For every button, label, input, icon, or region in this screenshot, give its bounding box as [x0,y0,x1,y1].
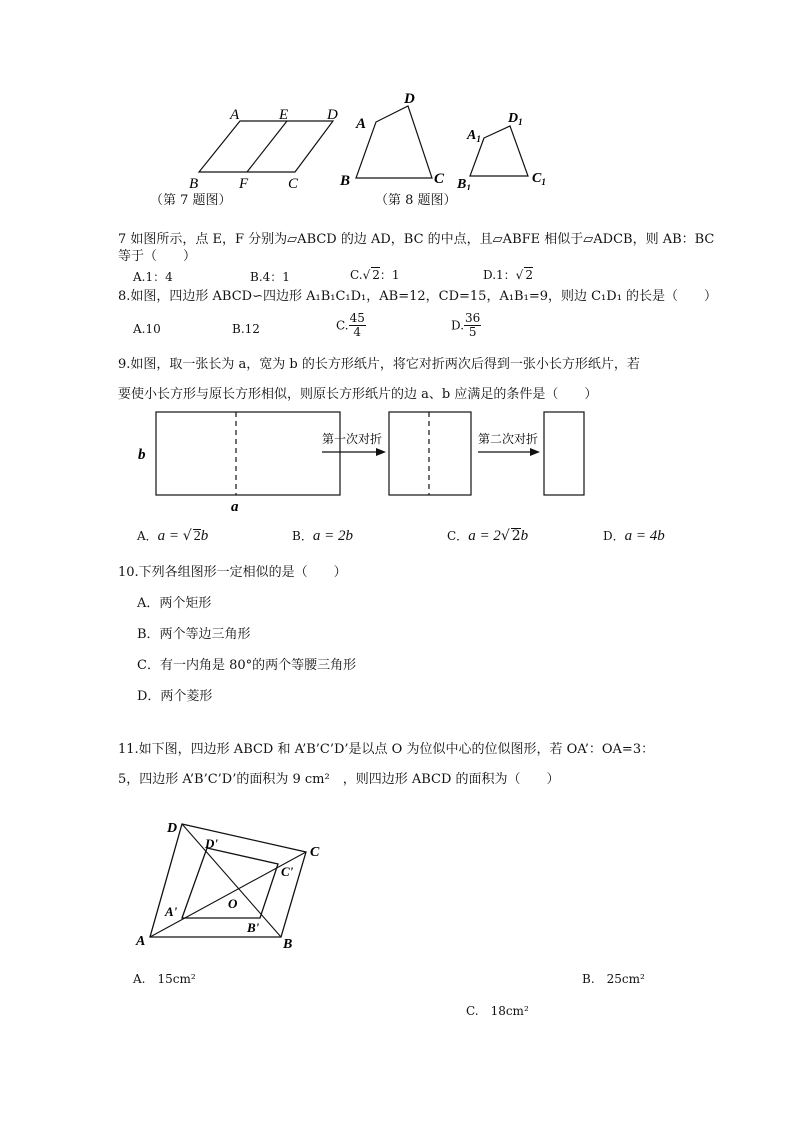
fig11-label-a: A [136,934,146,949]
q10-option-c: C．有一内角是 80°的两个等腰三角形 [137,658,357,673]
svg-text:B1: $B_1$ [457,177,471,190]
q7-option-d: D.1：√ 2 [483,268,533,282]
q9-option-a: A．a = √ 2b [137,528,209,544]
q11-stem-line2: 5，四边形 A’B’C’D’的面积为 9 cm² ，则四边形 ABCD 的面积为（ ） [118,772,560,787]
q9-stem-line2: 要使小长方形与原长方形相似，则原长方形纸片的边 a、b 应满足的条件是（ ） [118,387,598,402]
fig8-label-c1: C [532,171,542,186]
q7-option-b: B.4：1 [250,270,290,284]
fig7-label-b: B [189,176,199,192]
q8-stem: 8.如图，四边形 ABCD∽四边形 A₁B₁C₁D₁，AB=12，CD=15，A₁B₁=9，则边 C₁D₁ 的长是（ ） [118,289,718,304]
fig8-label-d: D [404,91,415,107]
fig8-label-a: A [356,116,367,132]
fig8-label-b1: B [457,177,467,190]
q11-option-c: C. 18cm² [466,1004,529,1018]
fig8-label-a1: A [467,128,477,143]
q10-option-b: B．两个等边三角形 [137,627,251,642]
figure-8-quadrilaterals [336,90,566,190]
q9-option-b: B．a = 2b [292,528,353,544]
q7-option-a: A.1：4 [133,270,173,284]
fold-step-2-label: 第二次对折 [478,432,539,446]
fig7-caption: （第 7 题图） [150,193,232,208]
q11-option-b: B. 25cm² [582,972,645,986]
fig11-label-d-prime: D' [205,836,218,851]
q7-stem-line1: 7 如图所示，点 E，F 分别为▱ABCD 的边 AD，BC 的中点，且▱ABFE 相似于▱ADCB，则 AB：BC [118,232,715,247]
fig11-label-c: C [310,845,320,860]
q9-option-d: D．a = 4b [603,528,665,544]
svg-text:A1: $A_1$ [467,128,481,144]
q10-option-a: A．两个矩形 [137,596,212,611]
q7-stem-line2: 等于（ ） [118,249,197,264]
fig11-label-d: D [167,821,178,836]
q9-option-c: C．a = 2√ 2b [447,528,529,544]
q9-stem-line1: 9.如图，取一张长为 a，宽为 b 的长方形纸片，将它对折两次后得到一张小长方形纸片，若 [118,357,640,372]
q8-option-a: A.10 [133,322,161,336]
figure-11-homothety [130,812,340,957]
fig9-label-a: a [231,499,239,515]
fig7-label-f: F [239,176,249,192]
fig7-label-d: D [327,107,338,123]
figure-7-parallelogram [185,100,355,195]
svg-text:C1: $C_1$ [532,171,546,187]
fig7-label-c: C [288,176,299,192]
fig9-label-b: b [138,447,146,463]
fold-step-1-label: 第一次对折 [322,432,383,446]
q11-option-a: A. 15cm² [133,972,196,986]
fig11-label-b: B [283,937,293,952]
q8-option-d: D. $\frac{36}{5}$ [451,311,481,339]
fig7-label-e: E [279,107,289,123]
fig11-label-a-prime: A' [165,904,178,919]
fig7-label-a: A [230,107,240,123]
fig8-caption: （第 8 题图） [375,193,457,208]
q10-stem: 10.下列各组图形一定相似的是（ ） [118,565,347,580]
q10-option-d: D．两个菱形 [137,689,213,704]
fig8-label-d1: D [508,111,519,126]
fig8-label-c: C [434,171,445,187]
q8-option-c: C. $\frac{45}{4}$ [336,311,365,339]
svg-text:D1: $D_1$ [508,111,523,127]
q7-option-c: C.√ 2：1 [350,268,400,282]
fig8-label-b: B [340,173,351,189]
fig11-label-o: O [228,896,238,911]
fig11-label-b-prime: B' [247,920,260,935]
figure-9-folding [130,405,600,515]
q8-option-b: B.12 [232,322,260,336]
q11-stem-line1: 11.如下图，四边形 ABCD 和 A’B’C’D’是以点 O 为位似中心的位似图形，若 OA’：OA=3： [118,742,655,757]
fig11-label-c-prime: C' [281,864,294,879]
